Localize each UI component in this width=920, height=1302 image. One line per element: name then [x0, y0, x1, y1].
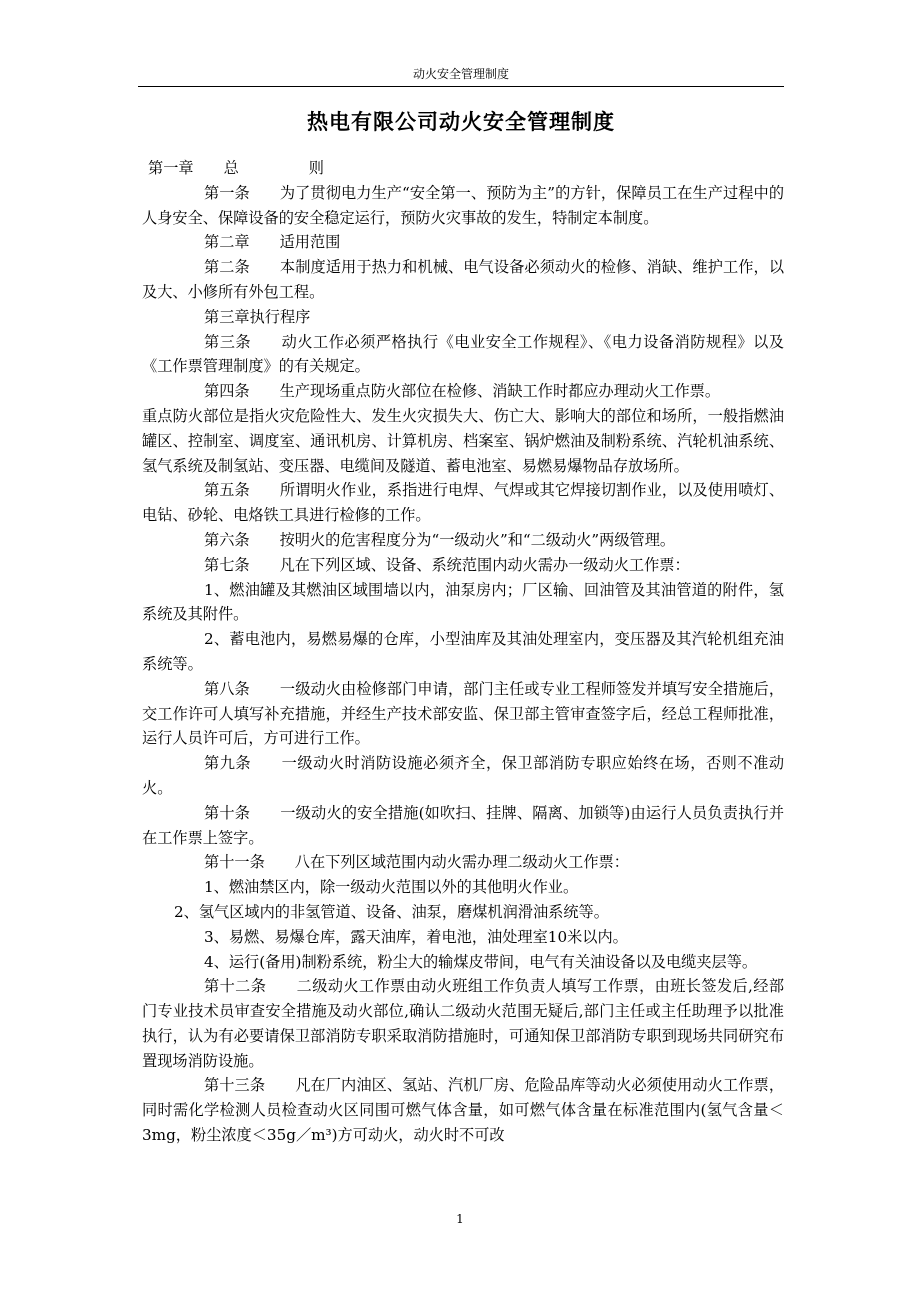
article-3: [142, 330, 784, 380]
chapter-label: 第二章: [204, 233, 250, 252]
list-item: 2、蓄电池内，易燃易爆的仓库，小型油库及其油处理室内，变压器及其汽轮机组充油系统等。: [142, 630, 784, 673]
article-13: [142, 1073, 784, 1147]
article-text: 一级动火由检修部门申请，部门主任或专业工程师签发并填写安全措施后，交工作许可人填写补充措施，并经生产技术部安监、保卫部主管审查签字后，经总工程师批准，运行人员许可后，方可进行工作。: [142, 679, 785, 748]
article-text: 本制度适用于热力和机械、电气设备必须动火的检修、消缺、维护工作，以及大、小修所有外包工程。: [142, 258, 785, 301]
article-6: [142, 528, 784, 553]
article-1: [142, 181, 784, 231]
chapter-label: 第一章: [148, 159, 194, 177]
article-label: 第五条: [204, 481, 250, 500]
document-body: [142, 156, 784, 1148]
document-title: 热电有限公司动火安全管理制度: [307, 109, 615, 134]
article-8: [142, 677, 784, 751]
article-label: 第七条: [204, 555, 250, 574]
page-number: 1: [456, 1212, 464, 1226]
article-5: [142, 478, 784, 528]
list-item: 2、氢气区域内的非氢管道、设备、油泵，磨煤机润滑油系统等。: [174, 902, 609, 921]
article-text: 凡在厂内油区、氢站、汽机厂房、危险品库等动火必须使用动火工作票，同时需化学检测人员检查动火区同围可燃气体含量，如可燃气体含量在标准范围内(氢气含量＜3mg，粉尘浓度＜35g／m³)方可动火，动火时不可改: [142, 1076, 785, 1145]
list-item: 4、运行(备用)制粉系统，粉尘大的输煤皮带间，电气有关油设备以及电缆夹层等。: [204, 952, 758, 971]
article-label: 第一条: [204, 183, 250, 202]
list-item: 1、燃油罐及其燃油区域围墙以内，油泵房内；厂区输、回油管及其油管道的附件，氢系统及其附件。: [142, 580, 784, 624]
article-text: 按明火的危害程度分为“一级动火”和“二级动火”两级管理。: [279, 530, 676, 549]
list-item: 1、燃油禁区内，除一级动火范围以外的其他明火作业。: [204, 878, 579, 897]
article-text: 二级动火工作票由动火班组工作负责人填写工作票，由班长签发后,经部门专业技术员审查安全措施及动火部位,确认二级动火范围无疑后,部门主任或主任助理予以批准执行，认为有必要请保卫部消防专职采取消防措施时，可通知保卫部消防专职到现场共同研究布置现场消防设施。: [142, 977, 785, 1070]
article-text: 一级动火的安全措施(如吹扫、挂牌、隔离、加锁等)由运行人员负责执行并在工作票上签字。: [142, 803, 785, 847]
article-9: [142, 751, 784, 801]
article-text: 一级动火时消防设施必须齐全，保卫部消防专职应始终在场，否则不准动火。: [142, 754, 785, 797]
chapter-2-heading: [142, 230, 784, 255]
article-label: 第二条: [204, 258, 250, 277]
page-header: 动火安全管理制度: [412, 67, 509, 81]
chapter-1-heading: [142, 156, 784, 181]
article-12: [142, 974, 784, 1073]
article-7: [142, 553, 784, 578]
article-text: 所谓明火作业，系指进行电焊、气焊或其它焊接切割作业，以及使用喷灯、电钻、砂轮、电烙铁工具进行检修的工作。: [142, 481, 785, 525]
header-rule: [138, 86, 784, 87]
article-label: 第八条: [204, 679, 250, 698]
article-text: 生产现场重点防火部位在检修、消缺工作时都应办理动火工作票。: [279, 382, 720, 401]
chapter-title-part: 则: [308, 159, 324, 177]
article-label: 第十三条: [204, 1076, 266, 1095]
list-item: 3、易燃、易爆仓库，露天油库，着电池，油处理室10米以内。: [204, 927, 628, 946]
article-10: [142, 801, 784, 851]
article-label: 第十一条: [204, 853, 265, 872]
article-label: 第六条: [204, 530, 250, 549]
article-label: 第十二条: [204, 977, 267, 996]
article-4-note: 重点防火部位是指火灾危险性大、发生火灾损失大、伤亡大、影响大的部位和场所，一般指燃油罐区、控制室、调度室、通讯机房、计算机房、档案室、锅炉燃油及制粉系统、汽轮机油系统、氢气系统及制氢站、变压器、电缆间及隧道、蓄电池室、易燃易爆物品存放场所。: [142, 406, 784, 475]
chapter-title: 适用范围: [279, 233, 341, 252]
article-4: [142, 379, 784, 404]
chapter-title-part: 总: [223, 159, 239, 177]
article-label: 第十条: [204, 803, 251, 822]
article-text: 凡在下列区域、设备、系统范围内动火需办一级动火工作票：: [279, 555, 690, 574]
article-label: 第四条: [204, 382, 250, 401]
article-text: 为了贯彻电力生产“安全第一、预防为主”的方针，保障员工在生产过程中的人身安全、保障设备的安全稳定运行，预防火灾事故的发生，特制定本制度。: [142, 183, 785, 227]
article-label: 第九条: [204, 754, 252, 773]
article-2: [142, 255, 784, 305]
chapter-3-heading: 第三章执行程序: [204, 307, 311, 326]
article-label: 第三条: [204, 332, 252, 351]
article-11: [142, 850, 784, 875]
article-text: 八在下列区域范围内动火需办理二级动火工作票：: [294, 853, 629, 872]
article-text: 动火工作必须严格执行《电业安全工作规程》、《电力设备消防规程》以及《工作票管理制度》的有关规定。: [142, 332, 784, 376]
